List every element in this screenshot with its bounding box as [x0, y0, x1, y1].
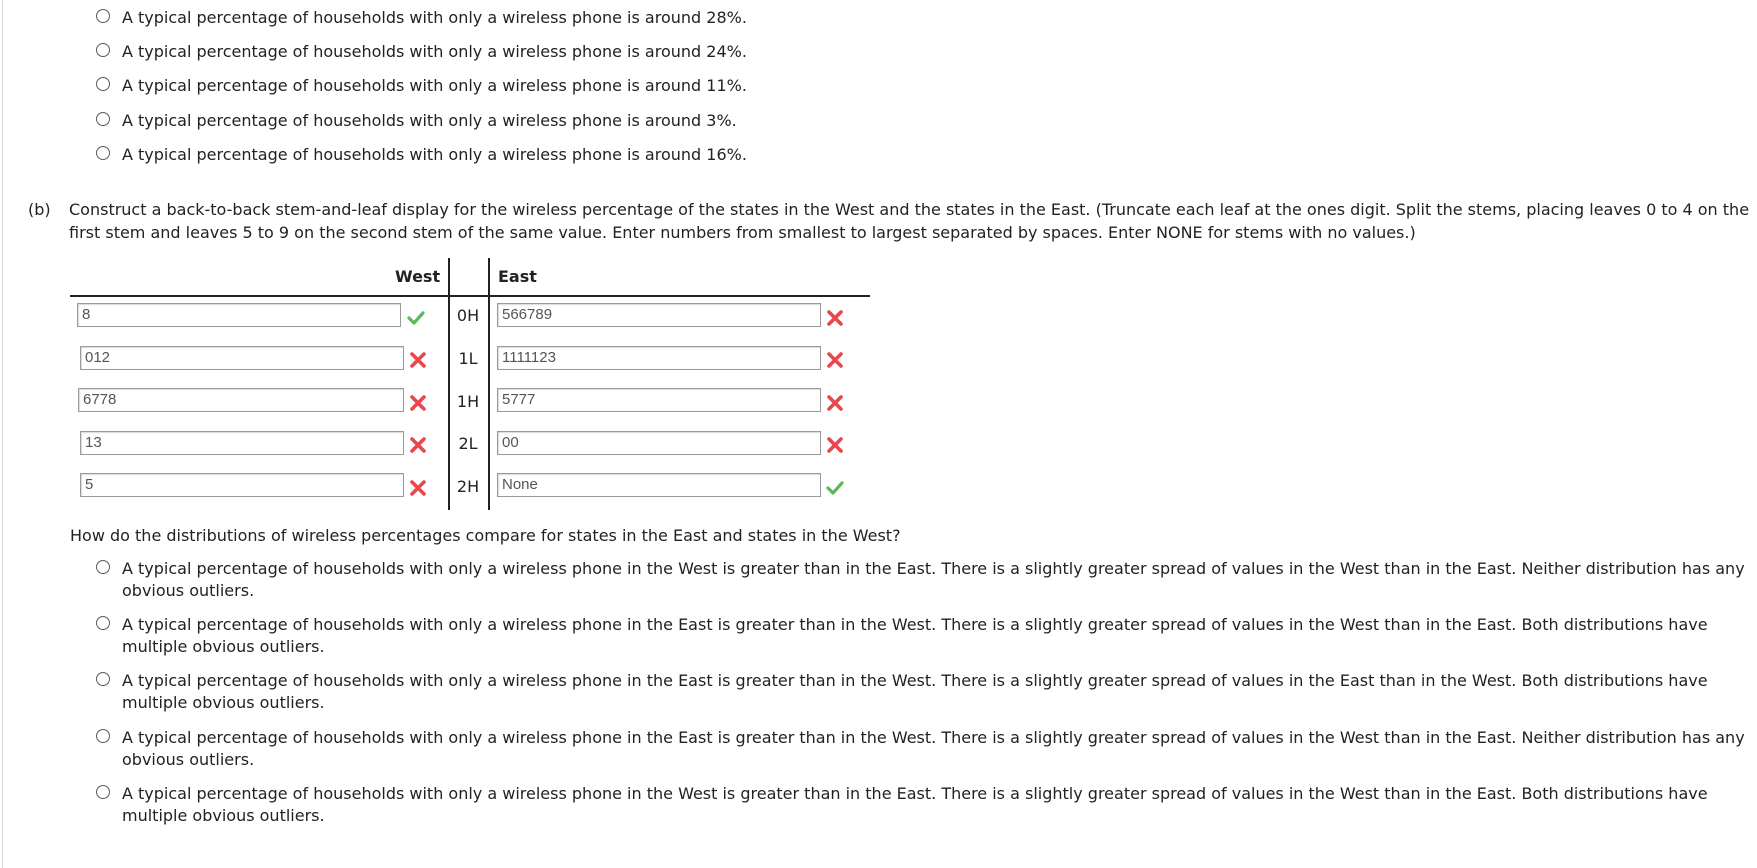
stem-label-0H: 0H [456, 306, 480, 325]
radio-label: A typical percentage of households with only a wireless phone is around 28%. [122, 8, 747, 27]
comparison-question: How do the distributions of wireless percentages compare for states in the East and states in the West? [70, 526, 901, 545]
check-icon [406, 308, 426, 328]
radio-option-a1[interactable] [96, 7, 747, 29]
radio-label: A typical percentage of households with only a wireless phone in the West is greater than in the East. There is a slightly greater spread of values in the West than in the East. Neither distribution has any obvious outliers. [122, 559, 1745, 600]
stem-east-divider [488, 258, 490, 510]
x-icon [825, 393, 845, 413]
stem-label-2L: 2L [458, 434, 478, 453]
x-icon [408, 478, 428, 498]
instructions-text: Construct a back-to-back stem-and-leaf display for the wireless percentage of the states in the West and the states in the East. (Truncate each leaf at the ones digit. Split the stems, placing leaves 0 to 4 on the first stem and leaves 5 to 9 on the second stem of the same value. Enter numbers from smallest to largest separated by spaces. Enter NONE for stems with no values.) [69, 200, 1750, 242]
x-icon [408, 435, 428, 455]
west-header: West [395, 267, 441, 286]
radio-label: A typical percentage of households with only a wireless phone in the East is greater than in the West. There is a slightly greater spread of values in the West than in the East. Both distributions have multiple obvious outliers. [122, 615, 1708, 656]
radio-label: A typical percentage of households with only a wireless phone is around 16%. [122, 145, 747, 164]
x-icon [825, 350, 845, 370]
west-leaf-input-1H[interactable]: 6778 [78, 388, 404, 412]
radio-option-a4[interactable] [96, 110, 737, 132]
radio-label: A typical percentage of households with only a wireless phone in the East is greater than in the West. There is a slightly greater spread of values in the East than in the West. Both distributions have multiple obvious outliers. [122, 671, 1708, 712]
east-leaf-input-2L[interactable]: 00 [497, 431, 821, 455]
east-leaf-input-1L[interactable]: 1111123 [497, 346, 821, 370]
radio-option-a2[interactable] [96, 41, 747, 63]
radio-option-b5[interactable] [96, 783, 1746, 827]
check-icon [825, 478, 845, 498]
east-header: East [498, 267, 537, 286]
west-leaf-input-0H[interactable]: 8 [77, 303, 401, 327]
radio-button[interactable] [96, 785, 110, 799]
stem-label-2H: 2H [456, 477, 480, 496]
radio-button[interactable] [96, 77, 110, 91]
radio-label: A typical percentage of households with only a wireless phone is around 3%. [122, 111, 737, 130]
radio-label: A typical percentage of households with only a wireless phone is around 11%. [122, 76, 747, 95]
radio-button[interactable] [96, 560, 110, 574]
radio-option-b1[interactable] [96, 558, 1746, 602]
east-leaf-input-1H[interactable]: 5777 [497, 388, 821, 412]
part-b-instructions [28, 198, 1757, 244]
east-leaf-input-2H[interactable]: None [497, 473, 821, 497]
radio-option-a5[interactable] [96, 144, 747, 166]
west-leaf-input-2L[interactable]: 13 [80, 431, 404, 455]
radio-button[interactable] [96, 112, 110, 126]
radio-button[interactable] [96, 672, 110, 686]
radio-option-a3[interactable] [96, 75, 747, 97]
radio-option-b4[interactable] [96, 727, 1746, 771]
part-label: (b) [28, 200, 51, 219]
west-stem-divider [448, 258, 450, 510]
radio-button[interactable] [96, 729, 110, 743]
radio-option-b2[interactable] [96, 614, 1746, 658]
west-leaf-input-1L[interactable]: 012 [80, 346, 404, 370]
radio-button[interactable] [96, 9, 110, 23]
radio-label: A typical percentage of households with only a wireless phone is around 24%. [122, 42, 747, 61]
x-icon [825, 308, 845, 328]
radio-label: A typical percentage of households with only a wireless phone in the East is greater than in the West. There is a slightly greater spread of values in the West than in the East. Neither distribution has any obvious outliers. [122, 728, 1745, 769]
x-icon [408, 393, 428, 413]
radio-label: A typical percentage of households with only a wireless phone in the West is greater than in the East. There is a slightly greater spread of values in the West than in the East. Both distributions have multiple obvious outliers. [122, 784, 1708, 825]
left-border [2, 0, 3, 868]
radio-option-b3[interactable] [96, 670, 1746, 714]
stem-label-1L: 1L [458, 349, 478, 368]
table-header-rule [70, 295, 870, 297]
east-leaf-input-0H[interactable]: 566789 [497, 303, 821, 327]
x-icon [825, 435, 845, 455]
stem-label-1H: 1H [456, 392, 480, 411]
x-icon [408, 350, 428, 370]
radio-button[interactable] [96, 146, 110, 160]
radio-button[interactable] [96, 616, 110, 630]
radio-button[interactable] [96, 43, 110, 57]
west-leaf-input-2H[interactable]: 5 [80, 473, 404, 497]
